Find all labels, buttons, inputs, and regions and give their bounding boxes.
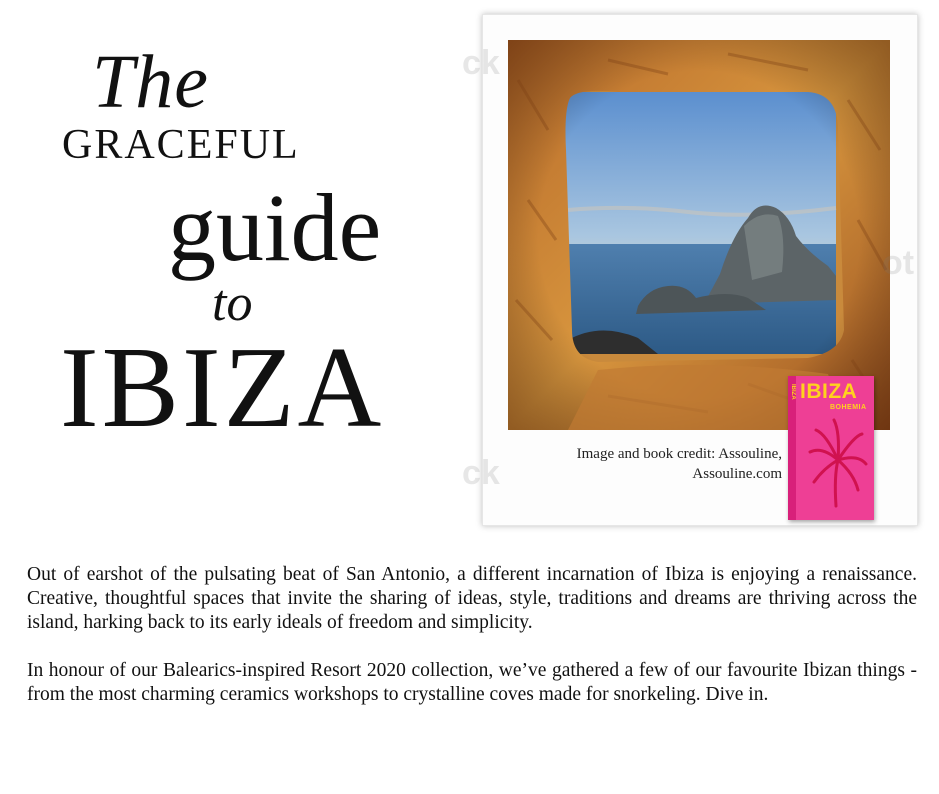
- ibiza-bohemia-book: [788, 376, 874, 520]
- title-ibiza: IBIZA: [60, 324, 385, 452]
- book-palm-illustration: [804, 416, 868, 512]
- watermark-right: ot: [882, 244, 915, 282]
- caption-line-2: Assouline.com: [692, 466, 782, 482]
- caption-line-1: Image and book credit: Assouline,: [576, 446, 782, 462]
- title-lockup: [0, 0, 470, 470]
- watermark-top-left: ck: [462, 44, 500, 82]
- watermark-bottom-left: ck: [462, 454, 500, 492]
- intro-paragraph: Out of earshot of the pulsating beat of San Antonio, a different incarnation of Ibiza is enjoying a renaissance. Creative, thoughtful spaces that invite the sharing of ideas, style, traditions and dreams are thriving across the island, harking back to its early ideals of freedom and simplicity.: [27, 564, 917, 633]
- book-subtitle: BOHEMIA: [830, 404, 867, 411]
- photo-illustration: [508, 40, 890, 430]
- collection-paragraph: In honour of our Balearics-inspired Resort 2020 collection, we’ve gathered a few of our favourite Ibizan things - from the most charming ceramics workshops to crystalline coves made for snorkeling. Dive in.: [27, 660, 917, 705]
- article-body: [27, 563, 917, 731]
- book-spine-title: IBIZA: [790, 384, 796, 400]
- cave-window-photo: [508, 40, 890, 430]
- title-guide: guide: [168, 174, 382, 281]
- title-the: The: [92, 40, 209, 124]
- title-graceful: GRACEFUL: [62, 122, 300, 168]
- title-to: to: [212, 275, 253, 332]
- book-title: IBIZA: [800, 380, 858, 403]
- book-spine: [788, 376, 796, 520]
- photo-caption: [522, 444, 782, 484]
